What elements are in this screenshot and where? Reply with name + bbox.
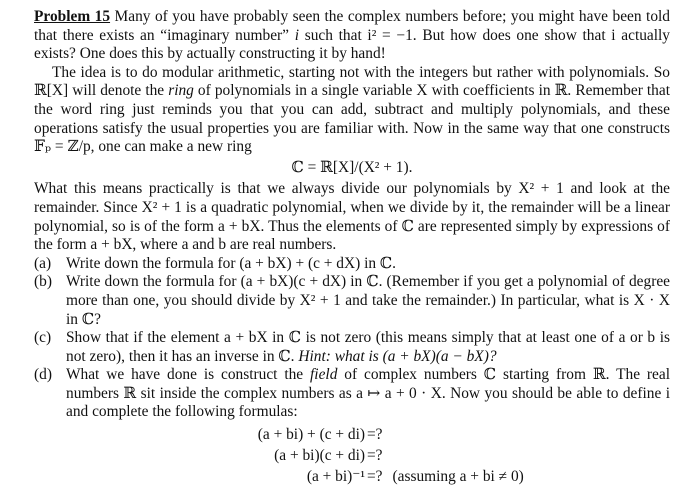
intro-text-2: But how does one show that i actually exists? One does this by actually constructing it by hand! [34,26,670,63]
item-d-mark: (d) [34,366,52,384]
formula-inverse-lhs: (a + bi)⁻¹ [306,468,365,486]
formula-sum-lhs: (a + bi) + (c + di) [257,426,365,444]
item-d [34,366,670,422]
item-d-field-word: field [310,366,338,384]
formula-row-inverse [205,467,670,488]
formula-inverse-note: (assuming a + bi ≠ 0) [392,468,524,486]
formula-row-sum [205,425,670,446]
formula-inverse-rhs: =? [367,468,383,486]
item-c-hint: Hint: what is (a + bX)(a − bX)? [298,347,497,365]
item-a-mark: (a) [34,254,52,272]
item-c [34,329,670,366]
intro-i: i [294,26,300,44]
formula-product-lhs: (a + bi)(c + di) [274,447,365,465]
formula-product-rhs: =? [367,447,383,465]
formula-list [205,425,670,488]
intro-condition: such that i² = −1. [299,26,423,44]
formula-sum-rhs: =? [367,426,383,444]
item-d-text-1: What we have done is construct the [66,366,311,384]
formula-row-product [205,446,670,467]
item-a [34,255,670,274]
item-d-text-2: of complex numbers ℂ starting from ℝ. The real numbers ℝ sit inside the complex numbers as a ↦ a + 0 · X. Now you should be able to define i and complete the following formulas: [66,366,670,421]
intro-text-1: Many of you have probably seen the complex numbers before; you might have been told that there exists an “imaginary number” [34,8,670,44]
problem-intro [34,8,670,64]
item-a-text: Write down the formula for (a + bX) + (c + dX) in ℂ. [66,254,396,272]
item-b-mark: (b) [34,273,52,291]
item-c-mark: (c) [34,329,52,347]
ring-text-2: of polynomials in a single variable X with coefficients in ℝ. Remember that the word ring just reminds you that you can add, subtract and multiply polynomials, and these operations satisfy the usual properties you are familiar with. Now in the same way that one constructs 𝔽ₚ = ℤ/p, one can make a new ring [34,82,670,156]
item-b-text: Write down the formula for (a + bX)(c + dX) in ℂ. (Remember if you get a polynomial of degree more than one, you should divide by X² + 1 and take the remainder.) In particular, what is X · X in ℂ? [66,273,670,328]
ring-word: ring [168,82,194,100]
paragraph-remainder: What this means practically is that we always divide our polynomials by X² + 1 and look at the remainder. Since X² + 1 is a quadratic polynomial, when we divide by it, the remainder will be a linear polynomial, so is of the form a + bX. Thus the elements of ℂ are represented simply by expressions of the form a + bX, where a and b are real numbers. [34,180,670,254]
problem-label: Problem 15 [34,8,111,25]
item-c-text: Show that if the element a + bX in ℂ is not zero (this means simply that at least one of a or b is not zero), then it has an inverse in ℂ. [66,329,670,365]
display-equation: ℂ = ℝ[X]/(X² + 1). [291,158,413,176]
ring-text-1: The idea is to do modular arithmetic, starting not with the integers but rather with polynomials. So ℝ[X] will denote the [34,63,670,100]
paragraph-ring [34,64,670,157]
item-b [34,273,670,329]
